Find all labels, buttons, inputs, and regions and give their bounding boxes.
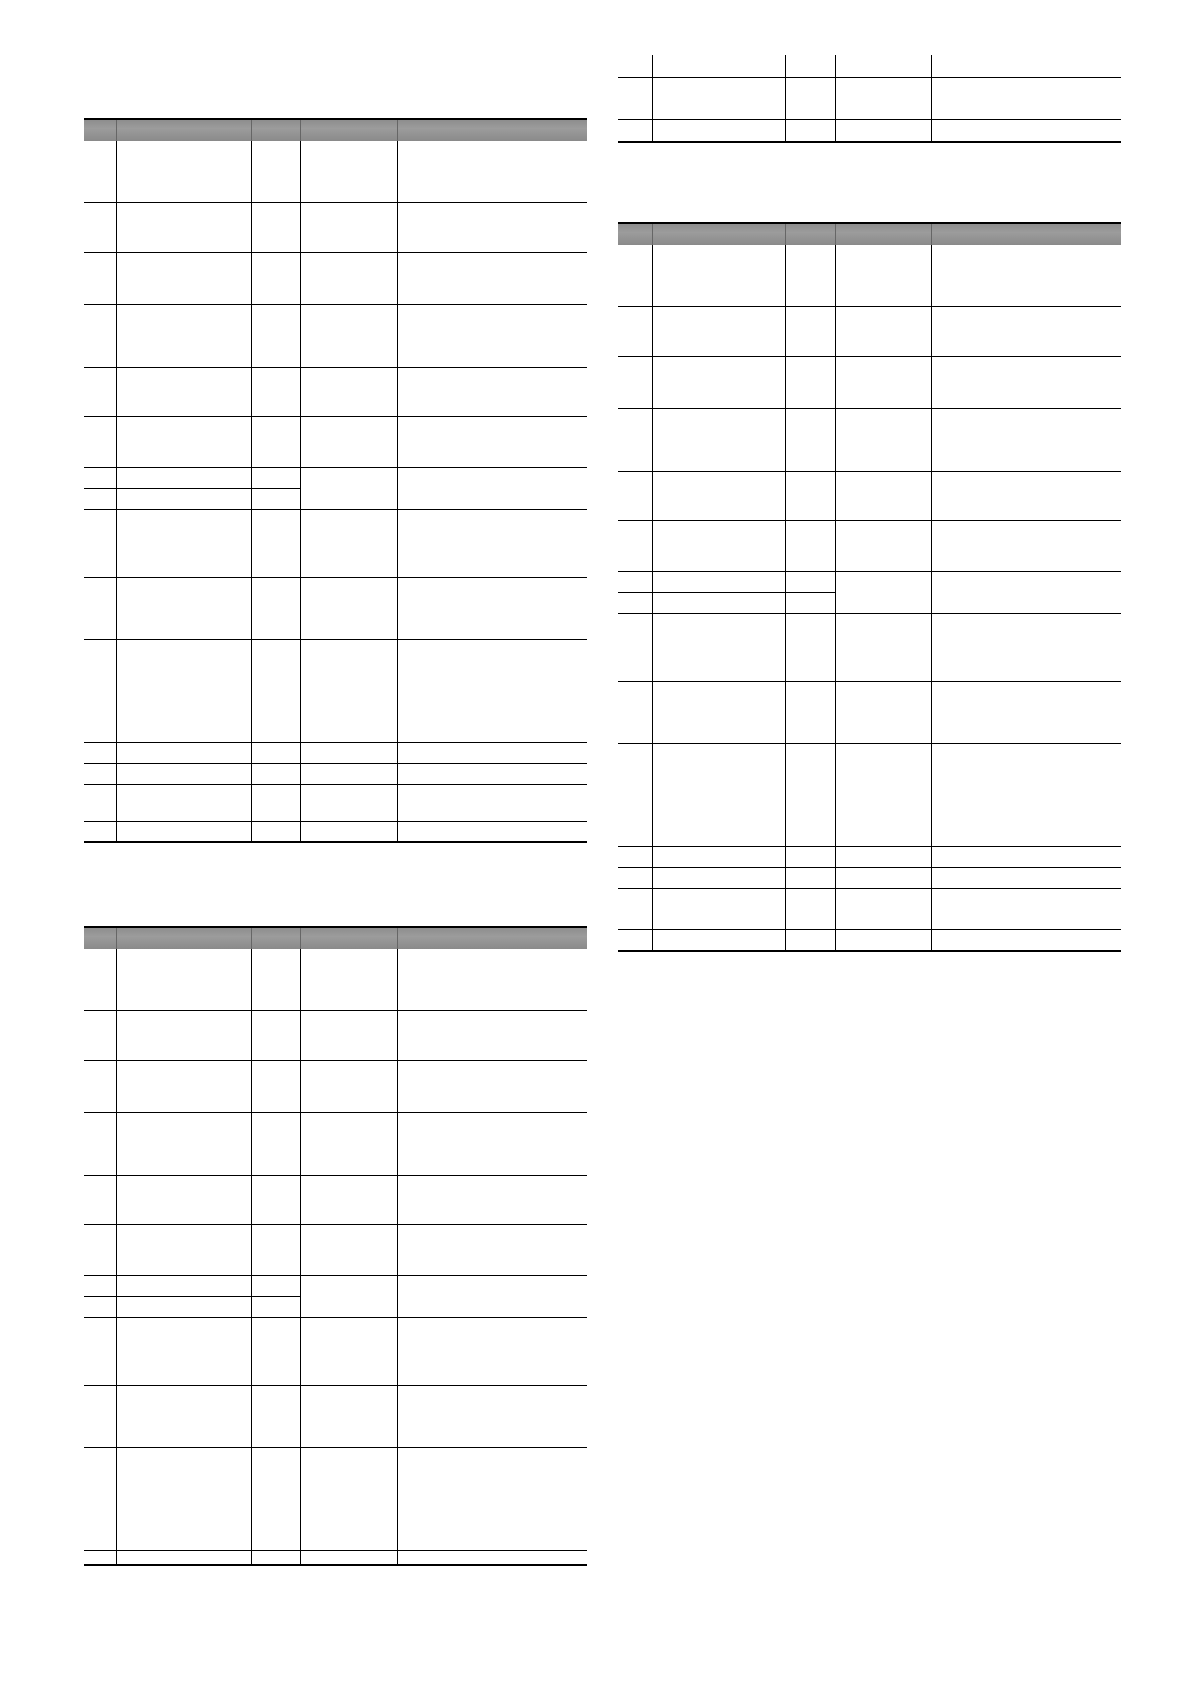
table-header <box>84 118 587 141</box>
row-divider <box>618 306 1121 307</box>
row-divider <box>618 867 1121 868</box>
row-divider <box>618 119 1121 120</box>
row-divider <box>84 763 587 764</box>
row-divider <box>618 888 1121 889</box>
row-divider <box>84 367 587 368</box>
table-header <box>618 222 1121 245</box>
row-divider <box>84 1275 587 1276</box>
row-divider <box>618 613 1121 614</box>
table-left-bottom <box>84 926 587 1566</box>
table-left-top <box>84 118 587 843</box>
row-divider <box>618 356 1121 357</box>
column-divider <box>652 245 653 950</box>
table-bottom-rule <box>84 1564 587 1566</box>
row-divider <box>84 1385 587 1386</box>
row-divider <box>84 1550 587 1551</box>
table-bottom-rule <box>618 141 1121 143</box>
row-divider <box>84 639 587 640</box>
column-divider <box>652 55 653 141</box>
column-divider <box>397 141 398 841</box>
row-divider <box>84 1175 587 1176</box>
table-bottom-rule <box>618 950 1121 952</box>
row-divider <box>618 520 1121 521</box>
column-divider <box>251 141 252 841</box>
row-divider <box>618 846 1121 847</box>
row-divider <box>618 571 1121 572</box>
row-divider <box>84 784 587 785</box>
row-divider <box>84 577 587 578</box>
table-right-continued <box>618 55 1121 143</box>
row-divider <box>84 509 587 510</box>
row-divider <box>84 1296 300 1297</box>
row-divider <box>618 592 835 593</box>
column-divider <box>300 949 301 1564</box>
column-divider <box>116 141 117 841</box>
row-divider <box>84 202 587 203</box>
table-header <box>84 926 587 949</box>
column-divider <box>835 245 836 950</box>
row-divider <box>84 252 587 253</box>
table-bottom-rule <box>84 841 587 843</box>
column-divider <box>300 141 301 841</box>
column-divider <box>785 245 786 950</box>
column-divider <box>931 55 932 141</box>
row-divider <box>618 743 1121 744</box>
row-divider <box>618 77 1121 78</box>
row-divider <box>84 742 587 743</box>
row-divider <box>618 681 1121 682</box>
row-divider <box>84 1317 587 1318</box>
row-divider <box>84 1060 587 1061</box>
row-divider <box>618 408 1121 409</box>
row-divider <box>84 1224 587 1225</box>
row-divider <box>84 467 587 468</box>
table-right <box>618 222 1121 952</box>
row-divider <box>618 471 1121 472</box>
column-divider <box>931 245 932 950</box>
column-divider <box>116 949 117 1564</box>
row-divider <box>84 821 587 822</box>
row-divider <box>84 416 587 417</box>
row-divider <box>84 1010 587 1011</box>
column-divider <box>835 55 836 141</box>
row-divider <box>618 929 1121 930</box>
column-divider <box>785 55 786 141</box>
row-divider <box>84 488 300 489</box>
row-divider <box>84 1447 587 1448</box>
column-divider <box>251 949 252 1564</box>
column-divider <box>397 949 398 1564</box>
row-divider <box>84 1112 587 1113</box>
row-divider <box>84 304 587 305</box>
